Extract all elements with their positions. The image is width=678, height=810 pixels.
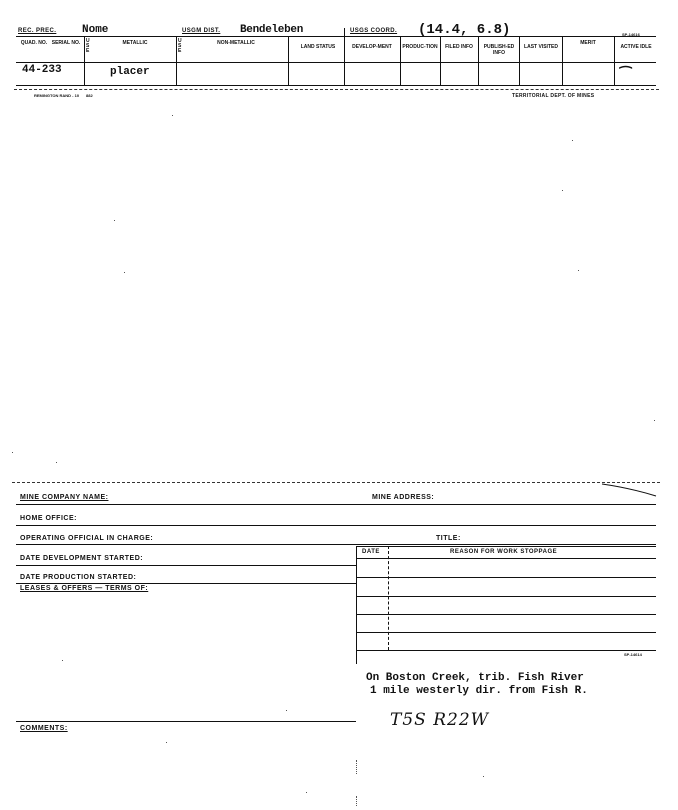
date-production-label: DATE PRODUCTION STARTED: xyxy=(20,574,137,581)
scan-speck xyxy=(114,220,115,221)
col-divider xyxy=(614,36,615,85)
col-divider xyxy=(400,36,401,85)
field-rule xyxy=(16,721,356,722)
bottom-form-code: SP-14614 xyxy=(624,652,642,657)
top-form-code: SP-14616 xyxy=(622,32,640,37)
table-row-rule xyxy=(356,614,656,615)
usgs-coord-value: (14.4, 6.8) xyxy=(418,22,511,38)
col-metallic: METALLIC xyxy=(122,40,148,46)
field-rule xyxy=(16,544,656,545)
column-header-rule xyxy=(16,62,656,63)
scan-speck xyxy=(286,710,287,711)
handwritten-township-range: T5S R22W xyxy=(390,710,490,730)
scan-speck xyxy=(306,792,307,793)
col-production: PRODUC-TION xyxy=(402,44,438,50)
col-quad-no: QUAD. NO. xyxy=(20,40,48,46)
comments-label: COMMENTS: xyxy=(20,725,68,732)
col-serial-no: SERIAL NO. xyxy=(51,40,81,46)
col-active-idle: ACTIVE IDLE xyxy=(620,44,652,50)
scan-speck xyxy=(483,776,484,777)
scan-mark xyxy=(356,760,357,774)
date-development-label: DATE DEVELOPMENT STARTED: xyxy=(20,555,144,562)
col-divider xyxy=(288,36,289,85)
scan-speck xyxy=(654,420,655,421)
location-note-line-2: 1 mile westerly dir. from Fish R. xyxy=(370,685,588,697)
col-published-info: PUBLISH-ED INFO xyxy=(483,44,515,56)
scan-speck xyxy=(62,660,63,661)
col-divider xyxy=(519,36,520,85)
usgs-coord-label: USGS COORD. xyxy=(350,28,398,34)
table-row-rule xyxy=(356,650,656,651)
field-rule xyxy=(16,583,356,584)
col-divider xyxy=(440,36,441,85)
header-rule xyxy=(16,36,656,37)
usgm-dist-label: USGM DIST. xyxy=(182,28,221,34)
dept-label: TERRITORIAL DEPT. OF MINES xyxy=(512,93,595,99)
table-rule xyxy=(356,558,656,559)
scan-speck xyxy=(578,270,579,271)
scan-speck xyxy=(172,115,173,116)
leases-label: LEASES & OFFERS — TERMS OF: xyxy=(20,585,149,592)
mine-company-name-label: MINE COMPANY NAME: xyxy=(20,494,109,501)
card-top-edge xyxy=(12,482,660,483)
field-rule xyxy=(16,525,656,526)
col-divider xyxy=(478,36,479,85)
col-merit: MERIT xyxy=(580,40,596,46)
printer-code: 882 xyxy=(86,93,93,98)
col-divider xyxy=(344,28,345,85)
scan-speck xyxy=(572,140,573,141)
scan-speck xyxy=(12,452,13,453)
metallic-value: placer xyxy=(110,66,150,78)
scan-speck xyxy=(56,462,57,463)
table-left-border xyxy=(356,546,357,664)
scan-speck xyxy=(562,190,563,191)
table-date-divider xyxy=(388,546,389,650)
table-row-rule xyxy=(356,596,656,597)
col-development: DEVELOP-MENT xyxy=(352,44,392,50)
col-last-visited: LAST VISITED xyxy=(524,44,558,50)
table-rule xyxy=(356,546,656,547)
table-row-rule xyxy=(356,632,656,633)
usgm-dist-value: Bendeleben xyxy=(240,24,304,36)
scan-speck xyxy=(124,272,125,273)
col-use-2: U S E xyxy=(178,38,182,54)
stoppage-reason-header: REASON FOR WORK STOPPAGE xyxy=(450,549,558,555)
printer-label: REMINGTON RAND - 10 xyxy=(34,93,80,98)
col-use-1: U S E xyxy=(86,38,90,54)
quad-serial-value: 44-233 xyxy=(22,64,62,76)
col-land-status: LAND STATUS xyxy=(300,44,336,50)
col-divider xyxy=(84,36,85,85)
card-corner-curve xyxy=(600,482,660,498)
mine-address-label: MINE ADDRESS: xyxy=(372,494,435,501)
col-divider xyxy=(562,36,563,85)
field-rule xyxy=(16,565,356,566)
active-idle-mark: ⁀ xyxy=(620,66,632,82)
operating-official-label: OPERATING OFFICIAL IN CHARGE: xyxy=(20,535,154,542)
scan-speck xyxy=(166,742,167,743)
location-note-line-1: On Boston Creek, trib. Fish River xyxy=(366,672,584,684)
col-non-metallic: NON-METALLIC xyxy=(217,40,255,46)
col-divider xyxy=(176,36,177,85)
field-rule xyxy=(16,504,656,505)
col-filed-info: FILED INFO xyxy=(445,44,473,50)
title-label: TITLE: xyxy=(436,535,461,542)
home-office-label: HOME OFFICE: xyxy=(20,515,77,522)
stoppage-date-header: DATE xyxy=(362,549,380,555)
perforation-line xyxy=(14,89,659,90)
rec-prec-label: REC. PREC. xyxy=(18,28,57,34)
row-bottom-rule xyxy=(16,85,656,86)
table-row-rule xyxy=(356,577,656,578)
scan-mark xyxy=(356,796,357,806)
rec-prec-value: Nome xyxy=(82,24,109,36)
